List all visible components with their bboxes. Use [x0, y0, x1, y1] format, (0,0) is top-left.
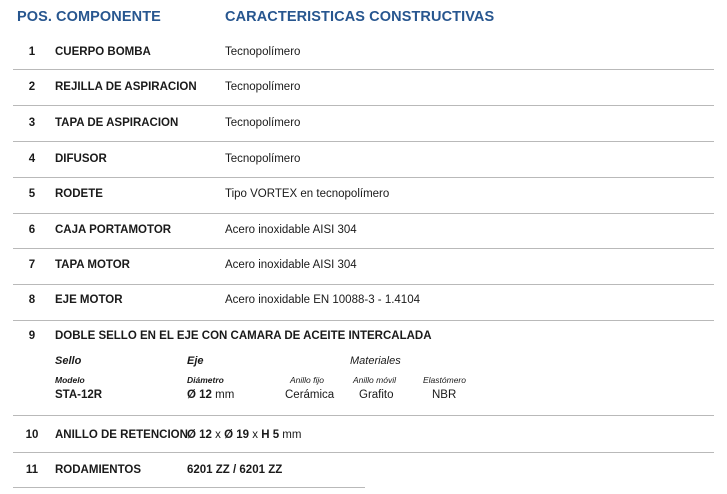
row-component: CUERPO BOMBA: [55, 46, 151, 58]
row-pos: 6: [28, 224, 36, 236]
row-component: CAJA PORTAMOTOR: [55, 224, 172, 236]
row-description: Tecnopolímero: [225, 81, 301, 93]
ring-d2: Ø 19: [224, 429, 250, 441]
table-row: [13, 285, 714, 321]
bearings-value: 6201 ZZ / 6201 ZZ: [187, 464, 283, 476]
row-description: Tecnopolímero: [225, 117, 301, 129]
diametro-symbol: Ø 12: [187, 389, 212, 401]
header-characteristics: CARACTERISTICAS CONSTRUCTIVAS: [225, 9, 495, 25]
row-pos: 10: [25, 429, 39, 441]
diametro-label: Diámetro: [187, 375, 224, 385]
modelo-value: STA-12R: [55, 389, 103, 401]
bearings-component: RODAMIENTOS: [55, 464, 142, 476]
row-component: TAPA MOTOR: [55, 259, 130, 271]
anillo-movil-value: Grafito: [359, 389, 394, 401]
row-description: Tecnopolímero: [225, 153, 301, 165]
anillo-movil-label: Anillo móvil: [353, 375, 396, 385]
seal-title: DOBLE SELLO EN EL EJE CON CAMARA DE ACEITE INTERCALADA: [55, 330, 432, 342]
row-pos: 4: [28, 153, 36, 165]
ring-x1: x: [215, 429, 221, 441]
ring-dimensions: [187, 429, 301, 441]
sello-label: Sello: [55, 355, 82, 367]
materiales-label: Materiales: [350, 355, 401, 367]
elastomero-label: Elastómero: [423, 375, 466, 385]
row-description: Tipo VORTEX en tecnopolímero: [225, 188, 390, 200]
ring-component: ANILLO DE RETENCION: [55, 429, 188, 441]
table-row: [13, 214, 714, 249]
row-component: EJE MOTOR: [55, 294, 123, 306]
seal-row: [13, 321, 714, 416]
modelo-label: Modelo: [55, 375, 85, 385]
row-pos: 5: [28, 188, 36, 200]
diametro-value: [187, 389, 234, 401]
row-component: RODETE: [55, 188, 103, 200]
ring-x2: x: [252, 429, 258, 441]
elastomero-value: NBR: [432, 389, 457, 401]
header-pos: POS.: [17, 9, 53, 25]
eje-label: Eje: [187, 355, 204, 367]
anillo-fijo-value: Cerámica: [285, 389, 335, 401]
table-row: [13, 70, 714, 106]
anillo-fijo-label: Anillo fijo: [290, 375, 325, 385]
bearings-row: [13, 453, 714, 487]
ring-row: [13, 416, 714, 453]
table-row: [13, 106, 714, 142]
row-component: TAPA DE ASPIRACION: [55, 117, 179, 129]
table-row: [13, 142, 714, 178]
table-row: [13, 178, 714, 214]
row-pos: 2: [28, 81, 36, 93]
row-description: Acero inoxidable AISI 304: [225, 259, 357, 271]
row-pos: 8: [28, 294, 36, 306]
row-pos: 7: [28, 259, 36, 271]
row-pos: 11: [25, 464, 39, 476]
header-component: COMPONENTE: [56, 9, 161, 25]
table-row: [13, 35, 714, 70]
row-description: Acero inoxidable EN 10088-3 - 1.4104: [225, 294, 420, 306]
row-pos: 9: [28, 330, 36, 342]
row-description: Acero inoxidable AISI 304: [225, 224, 357, 236]
row-description: Tecnopolímero: [225, 46, 301, 58]
ring-unit: mm: [282, 429, 302, 441]
table-row: [13, 249, 714, 285]
diametro-unit: mm: [215, 389, 235, 401]
row-component: DIFUSOR: [55, 153, 107, 165]
ring-d1: Ø 12: [187, 429, 212, 441]
row-pos: 1: [28, 46, 36, 58]
ring-h: H 5: [261, 429, 280, 441]
bottom-divider: [13, 487, 365, 488]
row-component: REJILLA DE ASPIRACION: [55, 81, 197, 93]
row-pos: 3: [28, 117, 36, 129]
